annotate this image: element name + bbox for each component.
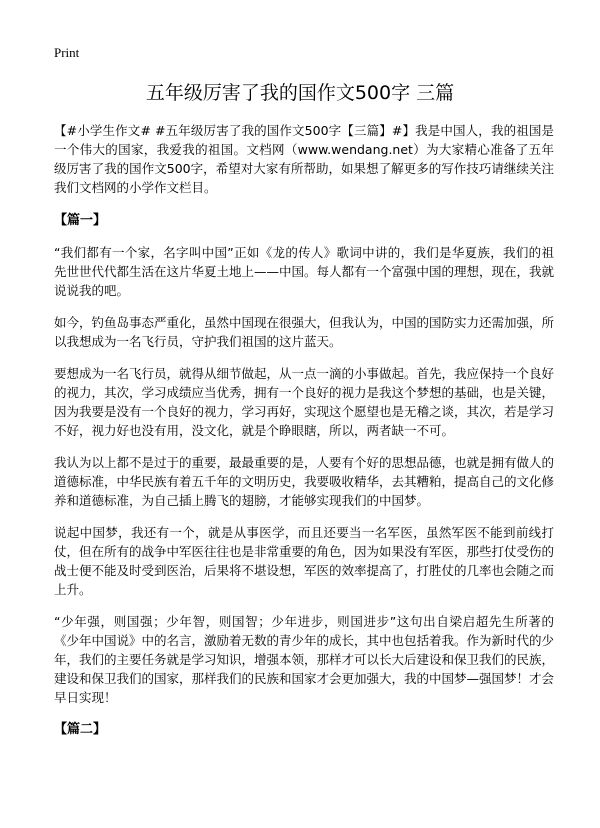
section-heading-1: 【篇一】 bbox=[54, 213, 107, 228]
body-paragraph: 说起中国梦，我还有一个，就是从事医学，而且还要当一名军医，虽然军医不能到前线打仗，但在所有的战争中军医往往也是非常重要的角色，因为如果没有军医，那些打仗受伤的战士便不能及时受到医治，后果将不堪设想，军医的效率提高了，打胜仗的几率也会随之而上升。 bbox=[54, 525, 555, 597]
body-paragraph: “少年强，则国强；少年智，则国智；少年进步，则国进步”这句出自梁启超先生所著的《少年中国说》中的名言，激励着无数的青少年的成长，其中也包括着我。作为新时代的少年，我们的主要任务就是学习知识，增强本领，那样才可以长大后建设和保卫我们的民族，建设和保卫我们的国家，那样我们的民族和国家才会更加强大，我的中国梦—强国梦！才会早日实现！ bbox=[54, 614, 555, 705]
section-heading-2: 【篇二】 bbox=[54, 722, 107, 737]
body-paragraph: “我们都有一个家，名字叫中国”正如《龙的传人》歌词中讲的，我们是华夏族，我们的祖先世世代代都生活在这片华夏土地上——中国。每人都有一个富强中国的理想，现在，我就说说我的吧。 bbox=[54, 245, 555, 298]
body-paragraph: 如今，钓鱼岛事态严重化，虽然中国现在很强大，但我认为，中国的国防实力还需加强，所以我想成为一名飞行员，守护我们祖国的这片蓝天。 bbox=[54, 315, 555, 349]
body-paragraph: 我认为以上都不是过于的重要，最最重要的是，人要有个好的思想品德，也就是拥有做人的道德标准，中华民族有着五千年的文明历史，我要吸收精华，去其糟粕，提高自己的文化修养和道德标准，为自己插上腾飞的翅膀，才能够实现我们的中国梦。 bbox=[54, 455, 555, 508]
print-label: Print bbox=[54, 45, 80, 60]
document-title: 五年级厉害了我的国作文500字 三篇 bbox=[145, 82, 455, 104]
document-body bbox=[54, 121, 554, 752]
body-paragraph: 要想成为一名飞行员，就得从细节做起，从一点一滴的小事做起。首先，我应保持一个良好的视力，其次，学习成绩应当优秀，拥有一个良好的视力是我这个梦想的基础，也是关键，因为我要是没有一个良好的视力，学习再好，实现这个愿望也是无稽之谈，其次，若是学习不好，视力好也没有用，没文化，就是个睁眼瞎，所以，两者缺一不可。 bbox=[54, 366, 555, 438]
intro-paragraph: 【#小学生作文# #五年级厉害了我的国作文500字【三篇】#】我是中国人，我的祖国是一个伟大的国家，我爱我的祖国。文档网（www.wendang.net）为大家精心准备了五年级厉害了我的国作文500字，希望对大家有所帮助，如果想了解更多的写作技巧请继续关注我们文档网的小学作文栏目。 bbox=[54, 123, 554, 195]
